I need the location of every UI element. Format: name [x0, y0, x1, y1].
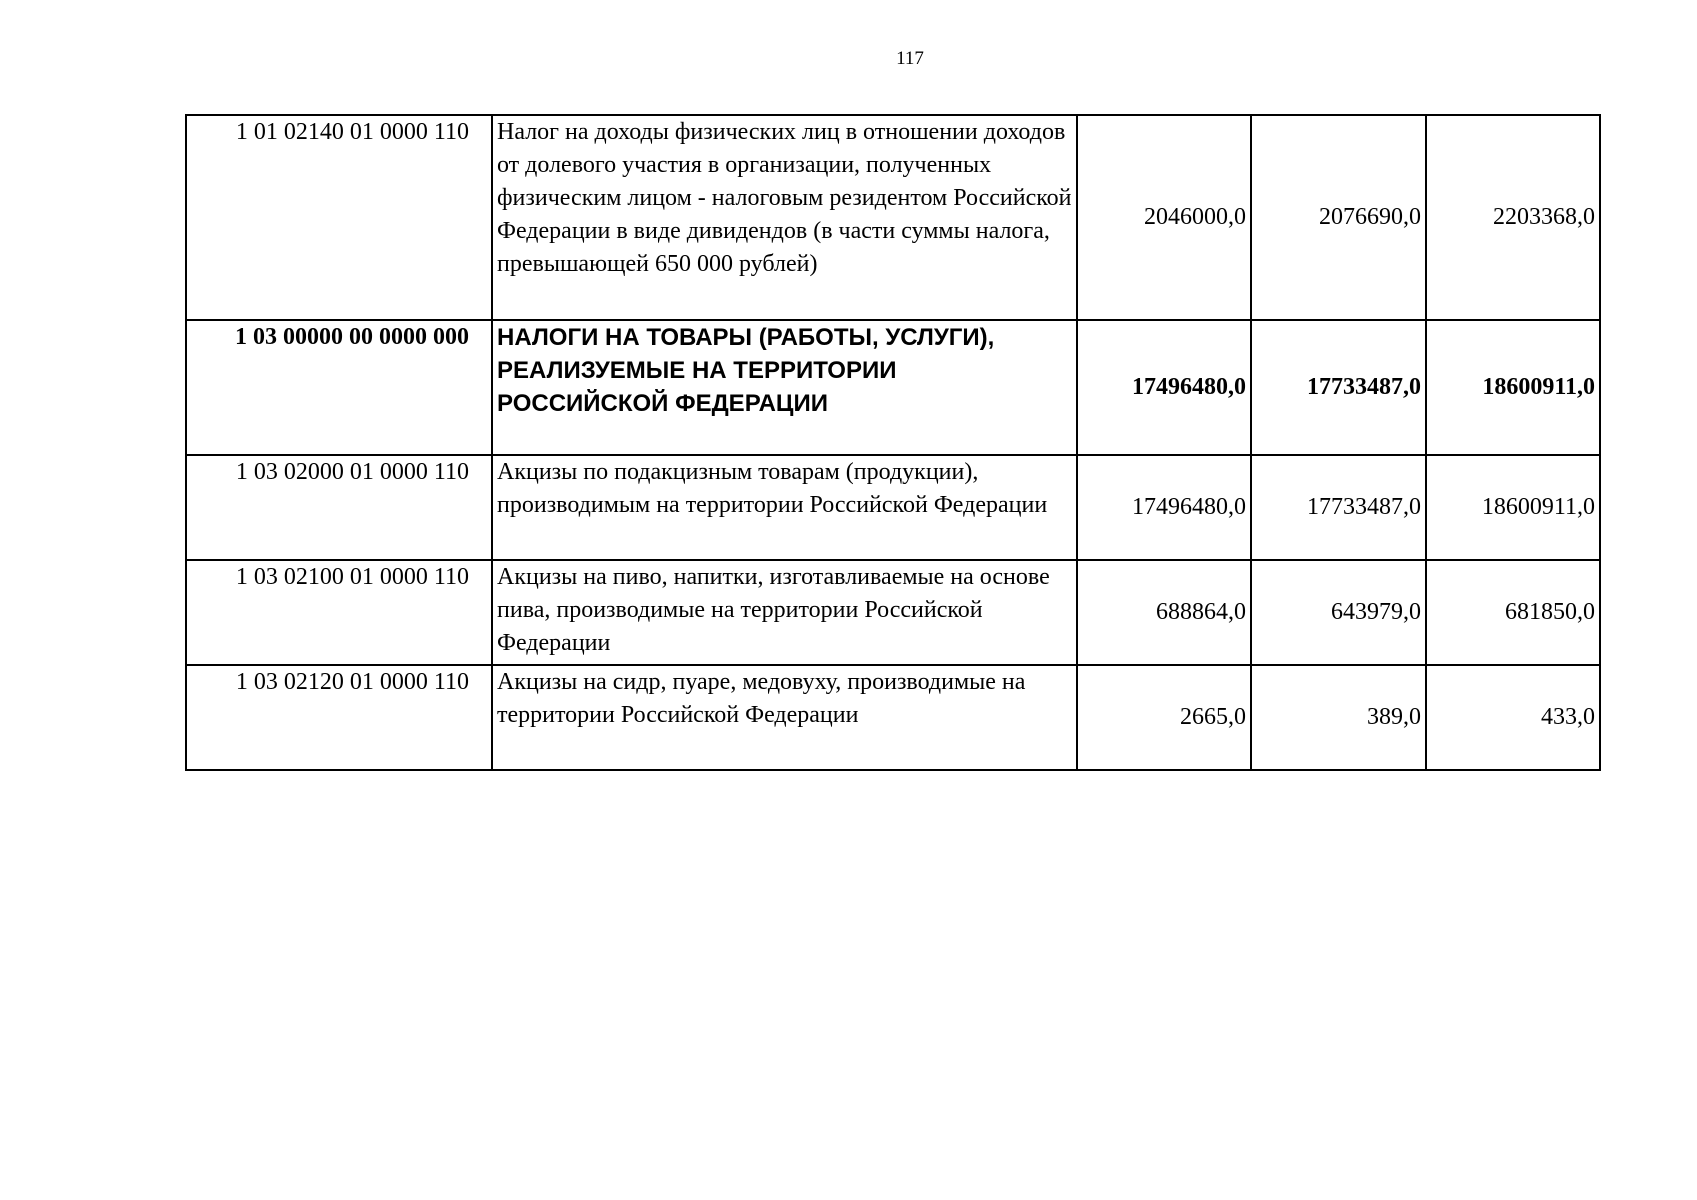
description-cell: Налог на доходы физических лиц в отношении доходов от долевого участия в организации, полученных физическим лицом - налоговым резидентом Российской Федерации в виде дивидендов (в части суммы налога, превышающей 650 000 рублей) — [492, 115, 1077, 320]
amount-cell-year-2: 17733487,0 — [1251, 455, 1426, 560]
budget-code-cell: 1 03 00000 00 0000 000 — [186, 320, 492, 455]
amount-cell-year-2: 2076690,0 — [1251, 115, 1426, 320]
amount-cell-year-2: 17733487,0 — [1251, 320, 1426, 455]
budget-code-cell: 1 03 02000 01 0000 110 — [186, 455, 492, 560]
description-cell: НАЛОГИ НА ТОВАРЫ (РАБОТЫ, УСЛУГИ), РЕАЛИЗУЕМЫЕ НА ТЕРРИТОРИИ РОССИЙСКОЙ ФЕДЕРАЦИИ — [492, 320, 1077, 455]
amount-cell-year-1: 17496480,0 — [1077, 320, 1251, 455]
amount-cell-year-3: 2203368,0 — [1426, 115, 1600, 320]
description-cell: Акцизы по подакцизным товарам (продукции), производимым на территории Российской Федерации — [492, 455, 1077, 560]
amount-cell-year-1: 17496480,0 — [1077, 455, 1251, 560]
amount-cell-year-1: 2665,0 — [1077, 665, 1251, 770]
amount-cell-year-1: 688864,0 — [1077, 560, 1251, 665]
amount-cell-year-2: 389,0 — [1251, 665, 1426, 770]
budget-code-cell: 1 03 02100 01 0000 110 — [186, 560, 492, 665]
amount-cell-year-2: 643979,0 — [1251, 560, 1426, 665]
amount-cell-year-3: 681850,0 — [1426, 560, 1600, 665]
amount-cell-year-1: 2046000,0 — [1077, 115, 1251, 320]
budget-code-cell: 1 03 02120 01 0000 110 — [186, 665, 492, 770]
table-row — [186, 455, 1600, 560]
table-row-section-header — [186, 320, 1600, 455]
table-row — [186, 115, 1600, 320]
description-cell: Акцизы на сидр, пуаре, медовуху, производимые на территории Российской Федерации — [492, 665, 1077, 770]
description-cell: Акцизы на пиво, напитки, изготавливаемые на основе пива, производимые на территории Российской Федерации — [492, 560, 1077, 665]
amount-cell-year-3: 18600911,0 — [1426, 320, 1600, 455]
amount-cell-year-3: 433,0 — [1426, 665, 1600, 770]
budget-code-cell: 1 01 02140 01 0000 110 — [186, 115, 492, 320]
amount-cell-year-3: 18600911,0 — [1426, 455, 1600, 560]
table-row — [186, 665, 1600, 770]
budget-table — [185, 114, 1601, 771]
page-number: 117 — [896, 48, 924, 69]
table-row — [186, 560, 1600, 665]
